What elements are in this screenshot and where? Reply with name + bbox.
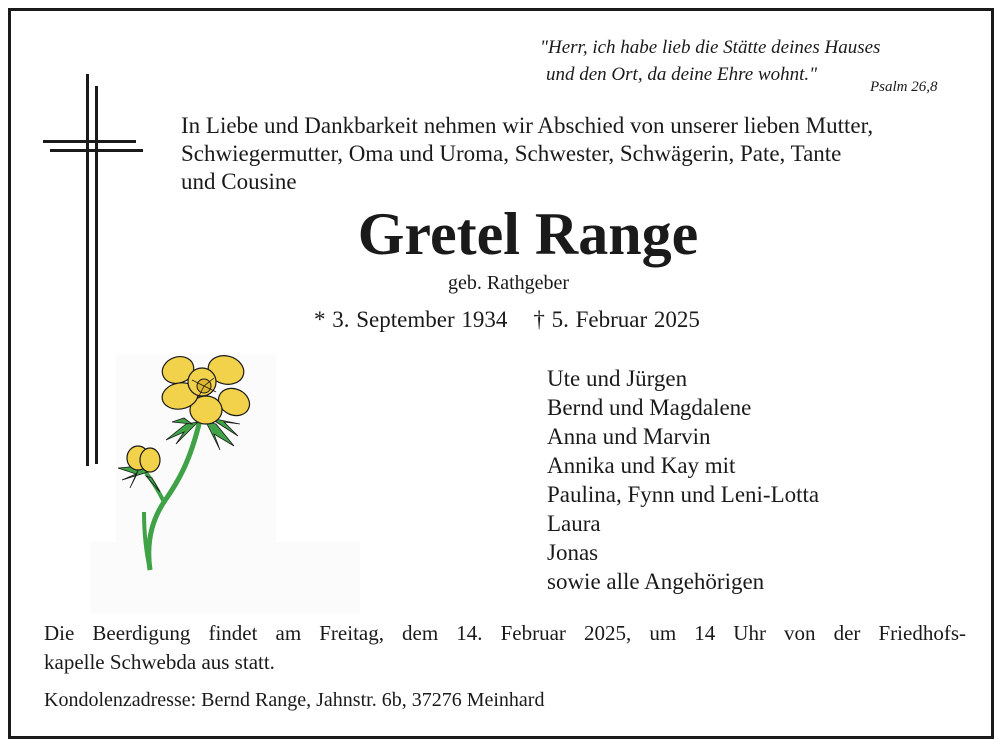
list-item: Jonas <box>547 540 599 565</box>
funeral-line-1: Die Beerdigung findet am Freitag, dem 14. Februar 2025, um 14 Uhr von der Friedhofs- <box>44 621 966 645</box>
quote-line-2: und den Ort, da deine Ehre wohnt." <box>546 64 818 85</box>
list-item: sowie alle Angehörigen <box>547 569 765 594</box>
maiden-name: geb. Rathgeber <box>448 272 570 294</box>
death-date: † 5. Februar 2025 <box>533 307 700 332</box>
list-item: Anna und Marvin <box>547 424 711 449</box>
list-item: Bernd und Magdalene <box>547 395 752 420</box>
quote-source: Psalm 26,8 <box>870 79 938 95</box>
birth-date: * 3. September 1934 <box>314 307 508 332</box>
intro-text <box>181 112 971 196</box>
life-dates <box>314 307 700 333</box>
intro-line-2: Schwiegermutter, Oma und Uroma, Schwester, Schwägerin, Pate, Tante <box>181 141 842 166</box>
list-item: Ute und Jürgen <box>547 366 688 391</box>
funeral-info <box>44 619 966 677</box>
funeral-line-2: kapelle Schwebda aus statt. <box>44 650 275 674</box>
intro-line-3: und Cousine <box>181 169 297 194</box>
deceased-name: Gretel Range <box>357 201 699 267</box>
flower-illustration <box>88 352 368 617</box>
list-item: Paulina, Fynn und Leni-Lotta <box>547 482 820 507</box>
intro-line-1: In Liebe und Dankbarkeit nehmen wir Abschied von unserer lieben Mutter, <box>181 113 874 138</box>
mourners-list <box>547 364 819 596</box>
condolence-address: Kondolenzadresse: Bernd Range, Jahnstr. 6b, 37276 Meinhard <box>44 689 545 711</box>
quote-line-1: "Herr, ich habe lieb die Stätte deines Hauses <box>540 37 881 58</box>
bible-quote <box>540 34 880 88</box>
list-item: Laura <box>547 511 601 536</box>
list-item: Annika und Kay mit <box>547 453 736 478</box>
